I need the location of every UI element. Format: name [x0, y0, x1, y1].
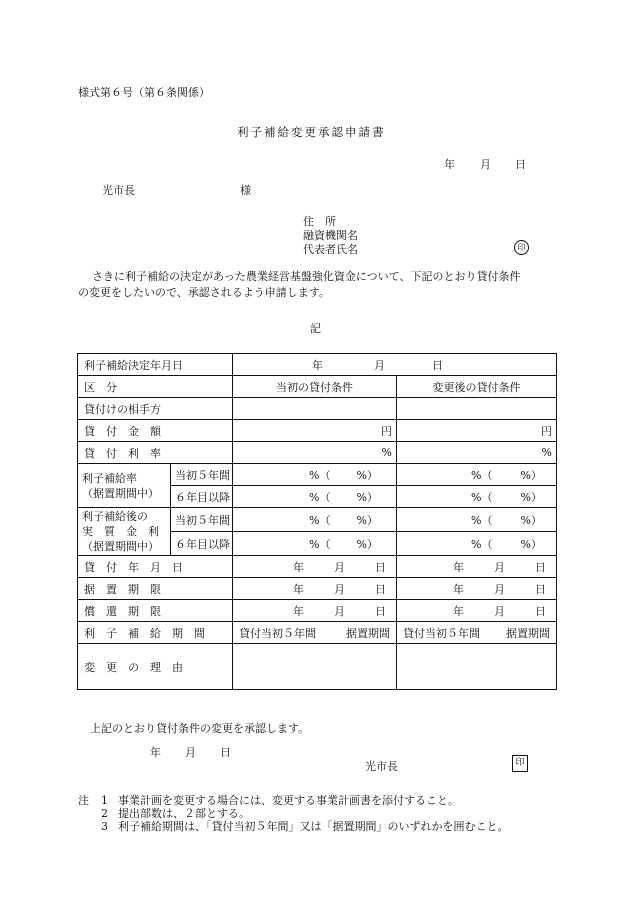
decision-date-value[interactable]: 年 月 日 — [233, 354, 557, 376]
table-row — [78, 464, 557, 486]
institution-label: 融資機関名 — [303, 229, 358, 242]
body-line-2: の変更をしたいので、承認されるよう申請します。 — [78, 286, 330, 299]
reason-initial-field[interactable] — [233, 644, 397, 690]
counterparty-changed-field[interactable] — [397, 398, 557, 420]
period-first-5-option[interactable]: 貸付当初５年間 — [403, 626, 480, 640]
table-row — [78, 644, 557, 690]
deferment-initial[interactable]: 年 月 日 — [233, 578, 397, 600]
table-row — [78, 354, 557, 376]
loan-date-changed[interactable]: 年 月 日 — [397, 556, 557, 578]
amount-label: 貸 付 金 額 — [78, 420, 233, 442]
subsidy-rate-initial-6y[interactable]: %（ %） — [233, 486, 397, 508]
initial-conditions-header: 当初の貸付条件 — [233, 376, 397, 398]
approval-text: 上記のとおり貸付条件の変更を承認します。 — [90, 722, 310, 735]
loan-date-label: 貸 付 年 月 日 — [78, 556, 233, 578]
from-6th-year-label: ６年目以降 — [171, 532, 233, 556]
deferment-label: 据 置 期 限 — [78, 578, 233, 600]
date-year: 年 — [444, 158, 455, 171]
first-5-years-label: 当初５年間 — [171, 508, 233, 532]
table-row — [78, 600, 557, 622]
subsidy-period-label: 利 子 補 給 期 間 — [78, 622, 233, 644]
category-label: 区 分 — [78, 376, 233, 398]
note-1: 1 事業計画を変更する場合には、変更する事業計画書を添付すること。 — [101, 794, 459, 807]
amount-changed-field[interactable]: 円 — [397, 420, 557, 442]
rate-changed-field[interactable]: % — [397, 442, 557, 464]
representative-label: 代表者氏名 — [303, 243, 358, 256]
period-deferment-option[interactable]: 据置期間 — [346, 626, 390, 640]
approval-seal-icon: 印 — [512, 755, 528, 772]
effective-rate-changed-5y[interactable]: %（ %） — [397, 508, 557, 532]
note-3: 3 利子補給期間は、「貸付当初５年間」又は「据置期間」のいずれかを囲むこと。 — [101, 820, 509, 833]
counterparty-label: 貸付けの相手方 — [78, 398, 233, 420]
loan-conditions-table — [77, 353, 557, 690]
decision-date-label: 利子補給決定年月日 — [78, 354, 233, 376]
addressee: 光市長 — [102, 184, 135, 197]
from-6th-year-label: ６年目以降 — [171, 486, 233, 508]
first-5-years-label: 当初５年間 — [171, 464, 233, 486]
form-number: 様式第６号（第６条関係） — [78, 86, 210, 99]
ki-heading: 記 — [310, 322, 321, 335]
approval-day: 日 — [220, 746, 231, 759]
counterparty-initial-field[interactable] — [233, 398, 397, 420]
period-deferment-option[interactable]: 据置期間 — [506, 626, 550, 640]
subsidy-rate-label: 利子補給率 （据置期間中） — [78, 464, 171, 508]
subsidy-rate-changed-5y[interactable]: %（ %） — [397, 464, 557, 486]
subsidy-period-initial[interactable] — [233, 622, 397, 644]
approval-month: 月 — [185, 746, 196, 759]
amount-initial-field[interactable]: 円 — [233, 420, 397, 442]
table-row — [78, 376, 557, 398]
table-row — [78, 578, 557, 600]
loan-date-initial[interactable]: 年 月 日 — [233, 556, 397, 578]
table-row — [78, 622, 557, 644]
repayment-label: 償 還 期 限 — [78, 600, 233, 622]
reason-changed-field[interactable] — [397, 644, 557, 690]
address-label: 住 所 — [303, 215, 336, 228]
rate-label: 貸 付 利 率 — [78, 442, 233, 464]
period-first-5-option[interactable]: 貸付当初５年間 — [239, 626, 316, 640]
date-month: 月 — [480, 158, 491, 171]
repayment-initial[interactable]: 年 月 日 — [233, 600, 397, 622]
changed-conditions-header: 変更後の貸付条件 — [397, 376, 557, 398]
reason-label: 変 更 の 理 由 — [78, 644, 233, 690]
approval-mayor: 光市長 — [365, 760, 398, 773]
body-line-1: さきに利子補給の決定があった農業経営基盤強化資金について、下記のとおり貸付条件 — [92, 270, 521, 283]
rate-initial-field[interactable]: % — [233, 442, 397, 464]
date-day: 日 — [515, 158, 526, 171]
effective-rate-initial-6y[interactable]: %（ %） — [233, 532, 397, 556]
deferment-changed[interactable]: 年 月 日 — [397, 578, 557, 600]
table-row — [78, 420, 557, 442]
table-row — [78, 442, 557, 464]
note-2: 2 提出部数は、２部とする。 — [101, 807, 250, 820]
table-row — [78, 508, 557, 532]
applicant-seal-icon: 印 — [514, 240, 529, 255]
subsidy-rate-changed-6y[interactable]: %（ %） — [397, 486, 557, 508]
notes-label: 注 — [78, 794, 89, 807]
repayment-changed[interactable]: 年 月 日 — [397, 600, 557, 622]
document-title: 利子補給変更承認申請書 — [237, 125, 386, 139]
addressee-honorific: 様 — [240, 184, 251, 197]
subsidy-rate-initial-5y[interactable]: %（ %） — [233, 464, 397, 486]
subsidy-period-changed[interactable] — [397, 622, 557, 644]
effective-rate-initial-5y[interactable]: %（ %） — [233, 508, 397, 532]
approval-year: 年 — [150, 746, 161, 759]
effective-rate-changed-6y[interactable]: %（ %） — [397, 532, 557, 556]
table-row — [78, 398, 557, 420]
effective-rate-label: 利子補給後の 実 質 金 利 （据置期間中） — [78, 508, 171, 556]
table-row — [78, 556, 557, 578]
